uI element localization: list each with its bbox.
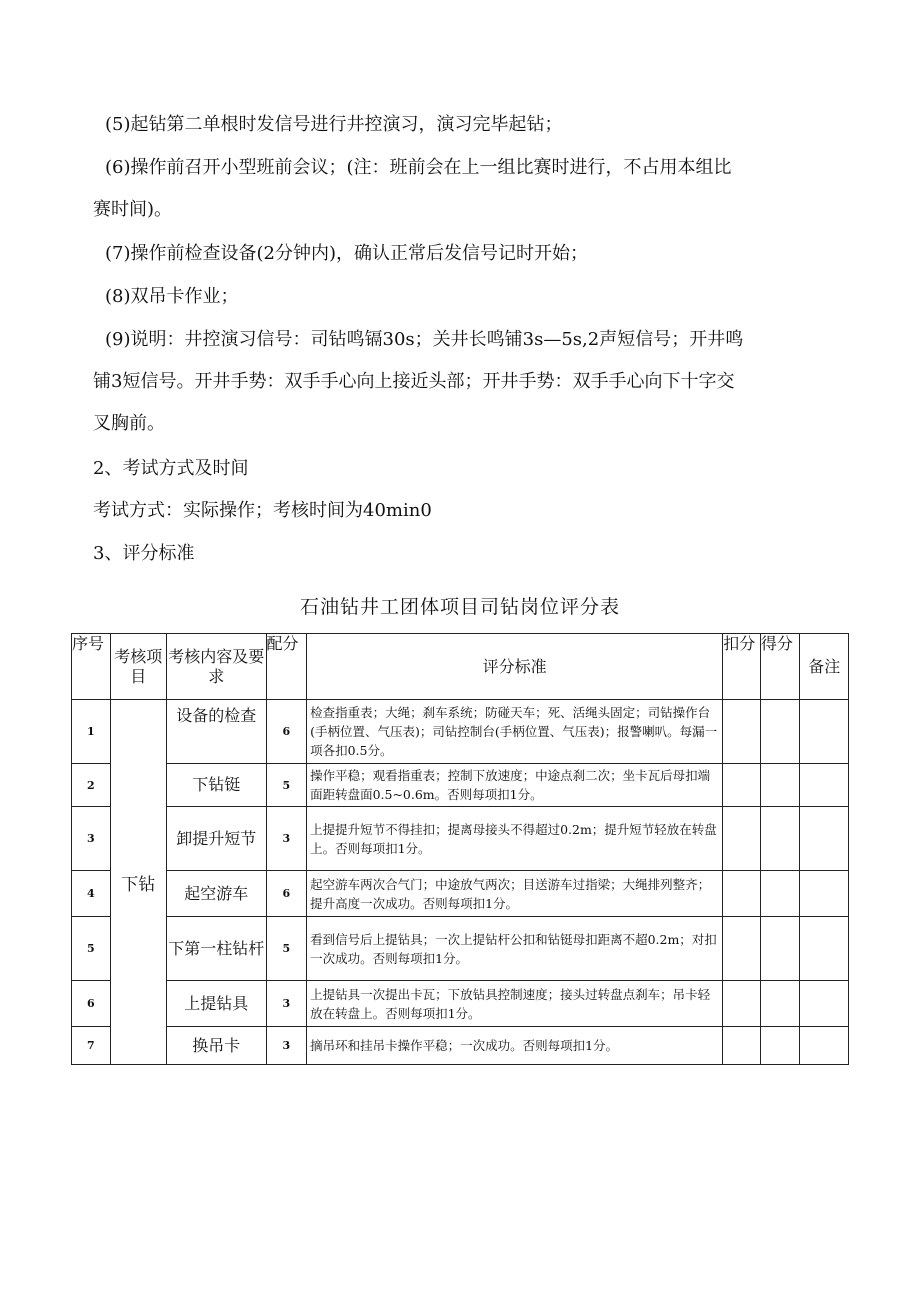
row-get-cell: [760, 981, 800, 1027]
row-note-cell: [800, 871, 849, 917]
row-note-cell: [800, 700, 849, 764]
paragraph-6-line-2: 赛时间)。: [93, 199, 173, 220]
paragraph-9: [93, 319, 867, 445]
row-get-cell: [760, 700, 800, 764]
row-get-cell: [760, 917, 800, 981]
row-deduct-cell: [723, 981, 761, 1027]
row-no: 7: [72, 1027, 111, 1065]
row-note-cell: [800, 981, 849, 1027]
group-item-cell: 下钻: [110, 700, 166, 1065]
table-row: [72, 807, 849, 871]
row-note-cell: [800, 764, 849, 807]
row-deduct-cell: [723, 807, 761, 871]
row-score: 5: [266, 764, 307, 807]
row-no: 2: [72, 764, 111, 807]
row-score: 3: [266, 981, 307, 1027]
header-item: 考核项目: [110, 634, 166, 700]
paragraph-6: [93, 147, 867, 231]
header-deduct: 扣分: [723, 634, 761, 700]
row-standard: 上提提升短节不得挂扣；提离母接头不得超过0.2m；提升短节轻放在转盘上。否则每项扣1分。: [307, 807, 723, 871]
exam-method-text: 考试方式：实际操作；考核时间为40min0: [93, 500, 432, 521]
row-score: 3: [266, 807, 307, 871]
row-no: 1: [72, 700, 111, 764]
row-content: 下钻铤: [166, 764, 266, 807]
paragraph-8: (8)双吊卡作业；: [105, 286, 239, 307]
row-score: 3: [266, 1027, 307, 1065]
row-no: 3: [72, 807, 111, 871]
row-deduct-cell: [723, 871, 761, 917]
row-standard: 起空游车两次合气门；中途放气两次；目送游车过指梁；大绳排列整齐；提升高度一次成功。否则每项扣1分。: [307, 871, 723, 917]
row-get-cell: [760, 807, 800, 871]
table-row: [72, 764, 849, 807]
row-content: 设备的检查: [166, 700, 266, 764]
row-standard: 上提钻具一次提出卡瓦；下放钻具控制速度；接头过转盘点刹车；吊卡轻放在转盘上。否则每项扣1分。: [307, 981, 723, 1027]
row-standard: 看到信号后上提钻具；一次上提钻杆公扣和钻铤母扣距离不超0.2m；对扣一次成功。否则每项扣1分。: [307, 917, 723, 981]
row-content: 下第一柱钻杆: [166, 917, 266, 981]
row-deduct-cell: [723, 764, 761, 807]
paragraph-9-line-3: 叉胸前。: [93, 413, 165, 434]
row-standard: 摘吊环和挂吊卡操作平稳；一次成功。否则每项扣1分。: [307, 1027, 723, 1065]
row-deduct-cell: [723, 700, 761, 764]
header-note: 备注: [800, 634, 849, 700]
paragraph-7: (7)操作前检查设备(2分钟内)，确认正常后发信号记时开始；: [105, 243, 588, 264]
header-content: 考核内容及要求: [166, 634, 266, 700]
header-standard: 评分标准: [307, 634, 723, 700]
row-note-cell: [800, 807, 849, 871]
row-content: 起空游车: [166, 871, 266, 917]
table-row: [72, 981, 849, 1027]
row-no: 4: [72, 871, 111, 917]
row-score: 6: [266, 700, 307, 764]
table-row: [72, 871, 849, 917]
header-get: 得分: [760, 634, 800, 700]
row-score: 5: [266, 917, 307, 981]
paragraph-5: (5)起钻第二单根时发信号进行井控演习，演习完毕起钻；: [105, 114, 563, 135]
row-deduct-cell: [723, 1027, 761, 1065]
row-get-cell: [760, 1027, 800, 1065]
paragraph-9-line-2: 铺3短信号。开井手势：双手手心向上接近头部；开井手势：双手手心向下十字交: [93, 371, 735, 392]
table-title: 石油钻井工团体项目司钻岗位评分表: [299, 596, 620, 618]
row-standard: 操作平稳；观看指重表；控制下放速度；中途点刹二次；坐卡瓦后母扣端面距转盘面0.5~0.6m。否则每项扣1分。: [307, 764, 723, 807]
table-row: [72, 917, 849, 981]
table-row: [72, 1027, 849, 1065]
row-no: 6: [72, 981, 111, 1027]
scoring-table: [71, 633, 849, 1065]
row-content: 卸提升短节: [166, 807, 266, 871]
row-note-cell: [800, 917, 849, 981]
row-get-cell: [760, 871, 800, 917]
row-deduct-cell: [723, 917, 761, 981]
row-get-cell: [760, 764, 800, 807]
header-no: 序号: [72, 634, 111, 700]
row-content: 换吊卡: [166, 1027, 266, 1065]
header-score: 配分: [266, 634, 307, 700]
paragraph-9-line-1: (9)说明：井控演习信号：司钻鸣镉30s；关井长鸣铺3s—5s,2声短信号；开井鸣: [105, 329, 744, 350]
row-no: 5: [72, 917, 111, 981]
row-standard: 检查指重表；大绳；刹车系统；防碰天车；死、活绳头固定；司钻操作台(手柄位置、气压表)；司钻控制台(手柄位置、气压表)；报警喇叭。每漏一项各扣0.5分。: [307, 700, 723, 764]
section-heading-3: 3、评分标准: [93, 543, 195, 564]
row-score: 6: [266, 871, 307, 917]
paragraph-6-line-1: (6)操作前召开小型班前会议；(注：班前会在上一组比赛时进行，不占用本组比: [105, 157, 732, 178]
row-note-cell: [800, 1027, 849, 1065]
table-row: [72, 700, 849, 764]
row-content: 上提钻具: [166, 981, 266, 1027]
table-header-row: [72, 634, 849, 700]
section-heading-2: 2、考试方式及时间: [93, 458, 249, 479]
